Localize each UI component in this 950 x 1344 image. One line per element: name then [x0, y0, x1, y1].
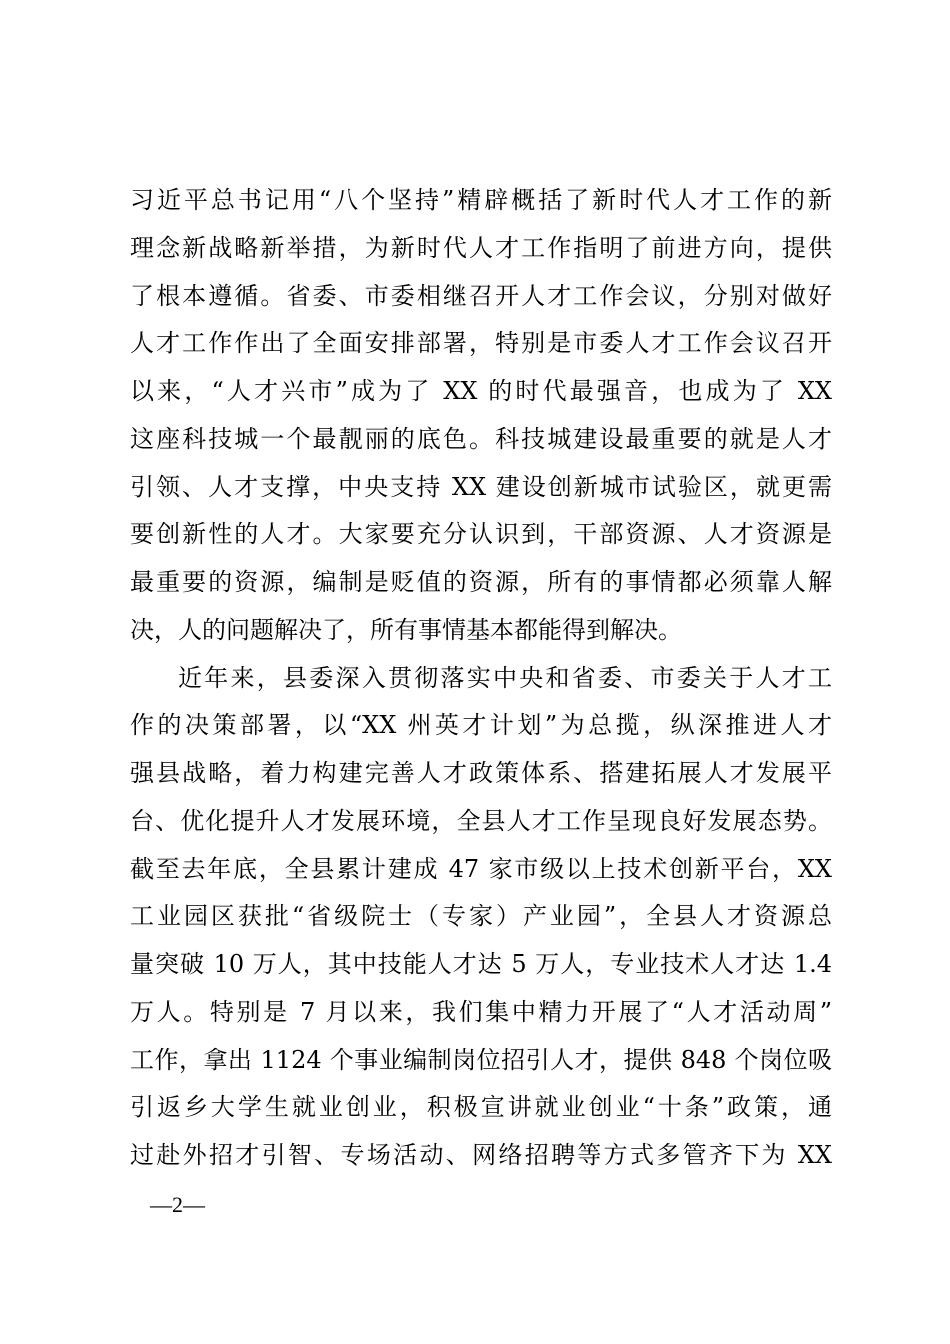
- text-line: 引领、人才支撑，中央支持 XX 建设创新城市试验区，就更需: [130, 472, 832, 501]
- text-line: 近年来，县委深入贯彻落实中央和省委、市委关于人才工: [178, 663, 832, 692]
- text-line: 引返乡大学生就业创业，积极宣讲就业创业“十条”政策，通: [130, 1093, 832, 1122]
- text-line: 工作，拿出 1124 个事业编制岗位招引人才，提供 848 个岗位吸: [130, 1045, 832, 1074]
- text-line: 台、优化提升人才发展环境，全县人才工作呈现良好发展态势。: [130, 806, 832, 835]
- text-line: 过赴外招才引智、专场活动、网络招聘等方式多管齐下为 XX: [130, 1141, 832, 1169]
- text-line: 截至去年底，全县累计建成 47 家市级以上技术创新平台，XX: [130, 854, 832, 883]
- text-line: 理念新战略新举措，为新时代人才工作指明了前进方向，提供: [130, 233, 832, 262]
- text-line: 强县战略，着力构建完善人才政策体系、搭建拓展人才发展平: [130, 759, 832, 787]
- text-line: 要创新性的人才。大家要充分认识到，干部资源、人才资源是: [130, 520, 832, 549]
- text-line: 了根本遵循。省委、市委相继召开人才工作会议，分别对做好: [130, 281, 832, 310]
- text-line: 以来，“人才兴市”成为了 XX 的时代最强音，也成为了 XX: [130, 377, 832, 405]
- text-line: 这座科技城一个最靓丽的底色。科技城建设最重要的就是人才: [130, 424, 832, 453]
- page-number: —2—: [150, 1192, 205, 1217]
- text-line: 人才工作作出了全面安排部署，特别是市委人才工作会议召开: [130, 329, 832, 358]
- text-line: 习近平总书记用“八个坚持”精辟概括了新时代人才工作的新: [130, 186, 832, 214]
- text-line: 工业园区获批“省级院士（专家）产业园”，全县人才资源总: [130, 902, 832, 931]
- text-line: 决，人的问题解决了，所有事情基本都能得到解决。: [130, 615, 682, 644]
- text-line: 万人。特别是 7 月以来，我们集中精力开展了“人才活动周”: [130, 997, 832, 1026]
- text-line: 量突破 10 万人，其中技能人才达 5 万人，专业技术人才达 1.4: [130, 950, 832, 978]
- text-line: 最重要的资源，编制是贬值的资源，所有的事情都必须靠人解: [130, 568, 832, 596]
- text-line: 作的决策部署，以“XX 州英才计划”为总揽，纵深推进人才: [130, 711, 832, 740]
